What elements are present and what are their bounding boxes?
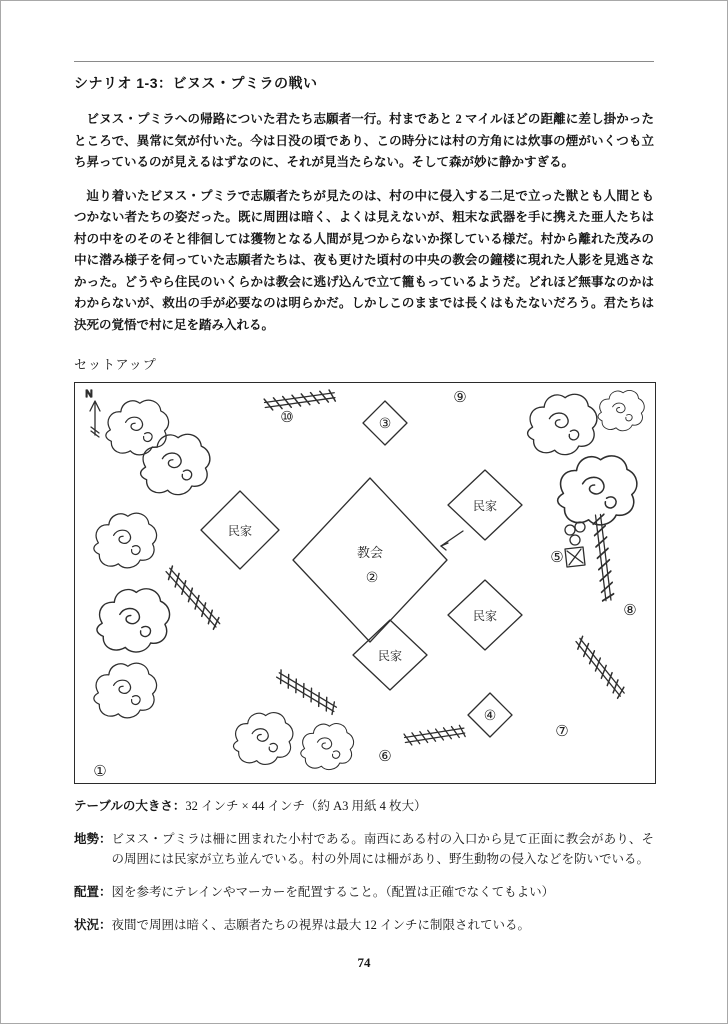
- intro-paragraph-2: 辿り着いたビヌス・プミラで志願者たちが見たのは、村の中に侵入する二足で立った獣とも人間ともつかない者たちの姿だった。既に周囲は暗く、よくは見えないが、粗末な武器を手に携えた亜人たちは村の中をのそのそと徘徊しては獲物となる人間が見つからないか探している様だ。村から離れた茂みの中に潜み様子を伺っていた志願者たちは、夜も更けた頃村の中央の教会の鐘楼に現れた人影を見逃さなかった。どうやら住民のいくらかは教会に逃げ込んで立て籠もっているようだ。どれほど無事なのかはわからないが、救出の手が必要なのは明らかだ。しかしこのままでは長くはもたないだろう。君たちは決死の覚悟で村に足を踏み入れる。: [74, 188, 654, 332]
- note-text: 夜間で周囲は暗く、志願者たちの視界は最大 12 インチに制限されている。: [111, 917, 531, 932]
- note-terrain: [74, 829, 654, 870]
- house-building-right-mid: [448, 580, 522, 650]
- direction-arrow-icon: [441, 531, 463, 550]
- house-label: 民家: [377, 649, 403, 663]
- tree-icon: [558, 456, 637, 525]
- church-label: 教会: [356, 545, 384, 560]
- tree-icon: [106, 400, 169, 455]
- note-text: 32 インチ × 44 インチ（約 A3 用紙 4 枚大）: [185, 799, 427, 813]
- note-placement: [74, 882, 654, 903]
- page-title: シナリオ 1-3：ビヌス・プミラの戦い: [74, 61, 654, 93]
- note-text: 図を参考にテレインやマーカーを配置すること。（配置は正確でなくてもよい）: [111, 884, 555, 899]
- house-building-right-upper: [441, 470, 522, 550]
- fence-icon: [404, 725, 465, 746]
- fence-icon: [264, 389, 335, 411]
- fence-icon: [164, 566, 223, 629]
- tree-icon: [141, 434, 210, 494]
- house-building-bottom: [353, 620, 427, 690]
- intro-paragraph-1: ビヌス・プミラへの帰路についた君たち志願者一行。村まであと 2 マイルほどの距離に差し掛かったところで、異常に気が付いた。今は日没の頃であり、この時分には村の方角には炊事の煙がいくつも立ち昇っているのが見えるはずなのに、それが見当たらない。そして森が妙に静かすぎる。: [74, 112, 654, 169]
- barrels-icon: [565, 522, 585, 567]
- page-number: 74: [357, 955, 371, 970]
- map-marker-2: ②: [365, 569, 379, 585]
- fence-icon: [592, 514, 614, 601]
- setup-heading: セットアップ: [74, 357, 157, 372]
- church-building: [293, 478, 447, 642]
- fences: [164, 389, 627, 746]
- fence-icon: [573, 636, 627, 698]
- tree-icon: [598, 391, 644, 431]
- map-marker-9: ⑨: [453, 389, 467, 406]
- north-label: N: [85, 389, 93, 400]
- tree-icon: [94, 513, 157, 568]
- map-marker-10: ⑩: [280, 409, 294, 426]
- setup-map-drawing: [75, 383, 655, 783]
- note-text: ビヌス・プミラは柵に囲まれた小村である。南西にある村の入口から見て正面に教会があり、その周囲には民家が立ち並んでいる。村の外周には柵があり、野生動物の侵入などを防いでいる。: [111, 831, 654, 867]
- note-table-size: [74, 796, 654, 817]
- note-label: 配置：: [74, 884, 112, 899]
- map-marker-1: ①: [93, 763, 107, 780]
- tree-icon: [234, 713, 293, 765]
- map-marker-5: ⑤: [550, 549, 564, 566]
- map-marker-3: ③: [378, 415, 392, 431]
- tree-icon: [528, 394, 597, 454]
- note-label: 状況：: [74, 917, 112, 932]
- tree-icon: [94, 663, 157, 718]
- setup-map: [74, 382, 656, 784]
- north-arrow-icon: [85, 389, 100, 437]
- house-label: 民家: [227, 524, 253, 538]
- house-label: 民家: [472, 609, 498, 623]
- note-situation: [74, 915, 654, 936]
- marker-diamond-3: [363, 401, 407, 445]
- house-building-left: [201, 491, 279, 569]
- tree-icon: [97, 589, 170, 652]
- note-label: テーブルの大きさ：: [74, 799, 186, 813]
- marker-diamond-4: [468, 693, 512, 737]
- map-marker-4: ④: [483, 707, 497, 723]
- map-marker-6: ⑥: [378, 748, 392, 765]
- fence-icon: [275, 670, 338, 715]
- map-marker-7: ⑦: [555, 723, 569, 740]
- note-label: 地勢：: [74, 831, 112, 846]
- house-label: 民家: [472, 499, 498, 513]
- map-marker-8: ⑧: [623, 602, 637, 619]
- tree-icon: [301, 724, 354, 770]
